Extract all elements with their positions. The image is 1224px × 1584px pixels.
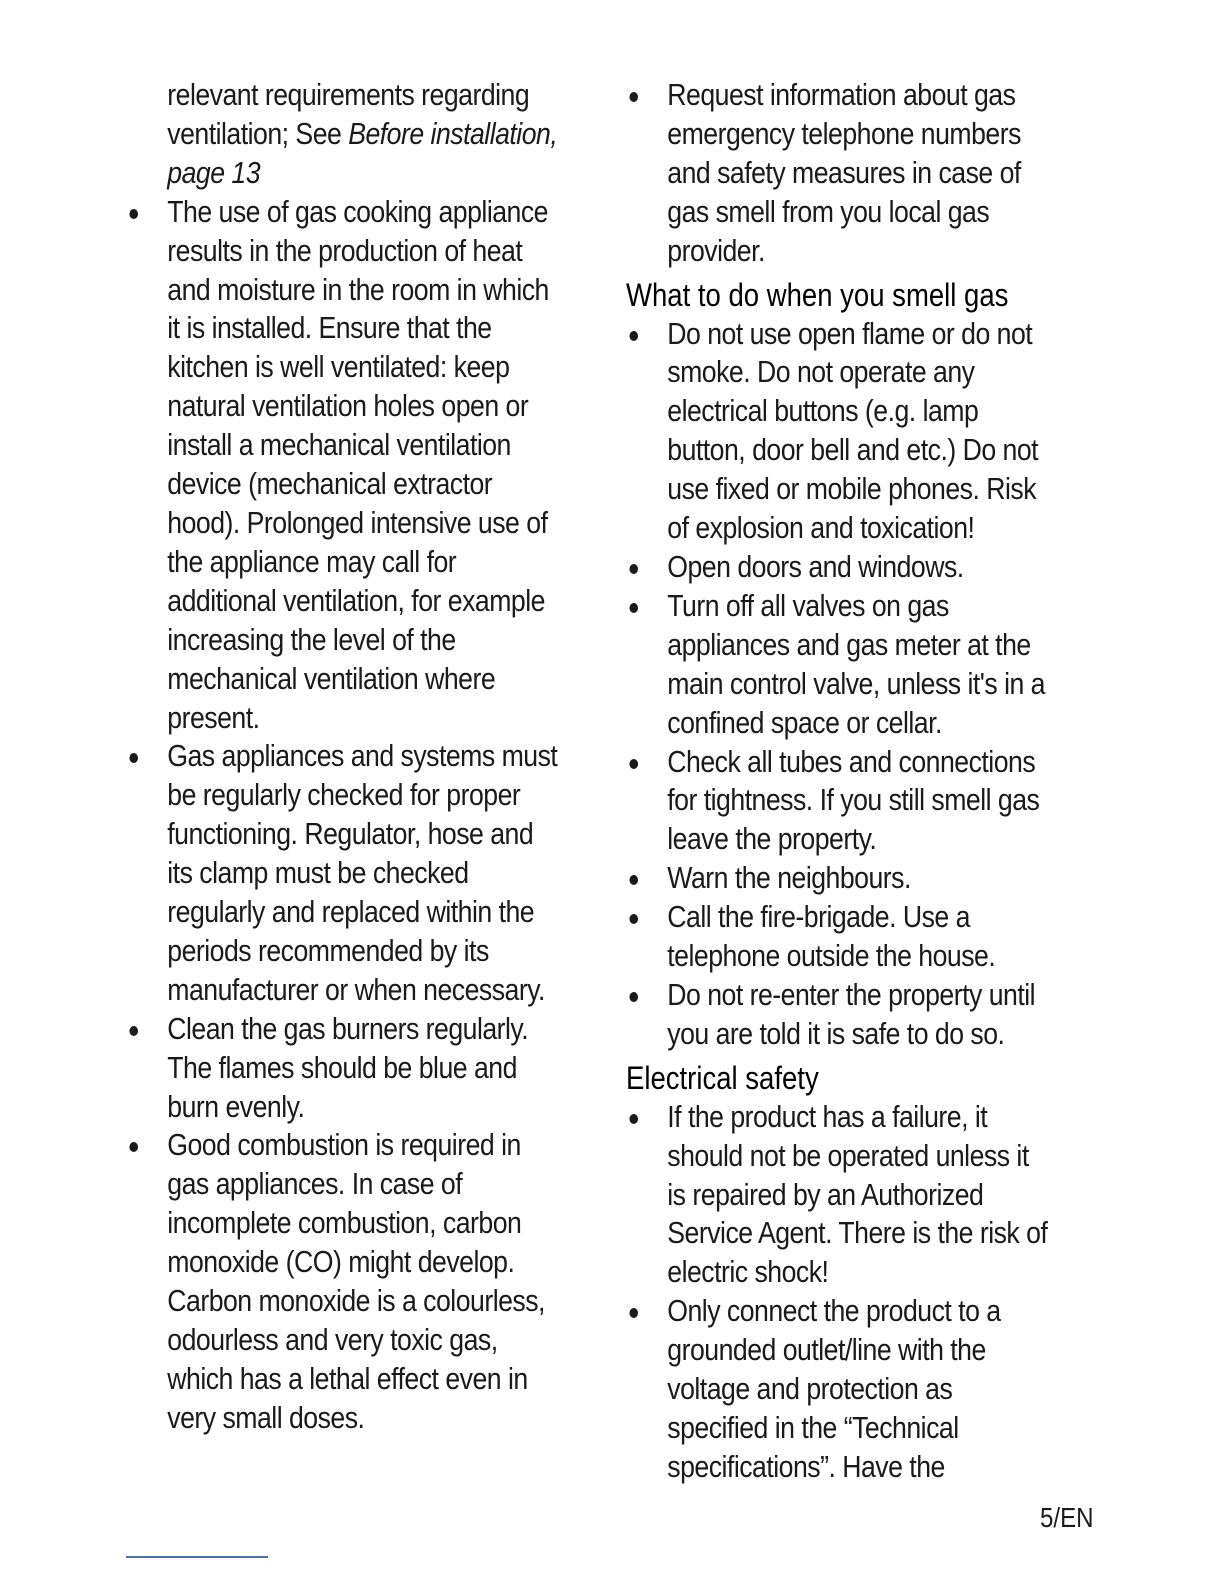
text-line: button, door bell and etc.) Do not: [667, 432, 1039, 468]
text-line: which has a lethal effect even in: [167, 1360, 528, 1396]
text-line: grounded outlet/line with the: [667, 1332, 986, 1368]
text-line: monoxide (CO) might develop.: [167, 1244, 515, 1280]
text-line: incomplete combustion, carbon: [167, 1205, 522, 1241]
text-line: Service Agent. There is the risk of: [667, 1215, 1048, 1251]
text-line: electric shock!: [667, 1254, 829, 1290]
text-line: functioning. Regulator, hose and: [167, 816, 534, 852]
left-bullet-list: [126, 193, 596, 1438]
text-line: of explosion and toxication!: [667, 510, 975, 546]
text-line: device (mechanical extractor: [167, 466, 493, 502]
footer-rule: [126, 1556, 268, 1558]
text-line: its clamp must be checked: [167, 855, 469, 891]
text-line: The flames should be blue and: [167, 1049, 517, 1085]
bullet-item: [626, 976, 1036, 1054]
text-line: Gas appliances and systems must: [167, 738, 558, 774]
text-line: Good combustion is required in: [167, 1127, 521, 1163]
text-line: electrical buttons (e.g. lamp: [667, 393, 979, 429]
text-line: and moisture in the room in which: [167, 271, 549, 307]
text-line: main control valve, unless it's in a: [667, 665, 1045, 701]
bullet-item: [626, 743, 1040, 860]
text-line: increasing the level of the: [167, 621, 456, 657]
text-line: If the product has a failure, it: [667, 1098, 988, 1134]
right-column: [626, 76, 1094, 1487]
bullet-item: [126, 193, 549, 738]
text-line: be regularly checked for proper: [167, 777, 521, 813]
bullet-item: [126, 1126, 545, 1437]
text-line: Turn off all valves on gas: [667, 587, 949, 623]
text-line: regularly and replaced within the: [167, 894, 535, 930]
text-line: gas appliances. In case of: [167, 1166, 463, 1202]
text-line: burn evenly.: [167, 1088, 305, 1124]
text-line: gas smell from you local gas: [667, 193, 990, 229]
text-line: is repaired by an Authorized: [667, 1176, 984, 1212]
bullet-item: [626, 898, 1028, 976]
text-line: specifications”. Have the: [667, 1448, 945, 1484]
text-line: and safety measures in case of: [667, 154, 1021, 190]
text-line: confined space or cellar.: [667, 704, 942, 740]
page-number: 5/EN: [1040, 1502, 1094, 1533]
text-line: results in the production of heat: [167, 232, 523, 268]
text-line: Do not re-enter the property until: [667, 976, 1036, 1012]
text-line: specified in the “Technical: [667, 1410, 959, 1445]
section-heading-gas-smell: What to do when you smell gas: [626, 276, 1009, 313]
bullet-item: [626, 548, 1028, 587]
bullet-item: [626, 1098, 1048, 1293]
text-line: periods recommended by its: [167, 932, 489, 968]
text-line: appliances and gas meter at the: [667, 626, 1031, 662]
text-line: very small doses.: [167, 1399, 365, 1435]
text-line: natural ventilation holes open or: [167, 388, 529, 424]
section-heading-electrical-safety: Electrical safety: [626, 1059, 819, 1096]
bullet-item: [126, 1010, 530, 1127]
page-reference: Before installation,: [348, 115, 558, 151]
text-line: Do not use open flame or do not: [667, 315, 1033, 351]
text-line: use fixed or mobile phones. Risk: [667, 471, 1037, 507]
text-line: voltage and protection as: [667, 1371, 953, 1407]
text-line: mechanical ventilation where: [167, 660, 496, 696]
text-line: Only connect the product to a: [667, 1293, 1001, 1329]
text-line: telephone outside the house.: [667, 938, 996, 974]
text-line: smoke. Do not operate any: [667, 354, 975, 390]
intro-paragraph: [126, 76, 558, 193]
text-line: manufacturer or when necessary.: [167, 971, 545, 1007]
text-line: should not be operated unless it: [667, 1137, 1029, 1173]
text-line: provider.: [667, 232, 765, 268]
text-line: hood). Prolonged intensive use of: [167, 504, 548, 540]
bullet-item: [126, 737, 558, 1009]
text-line: Carbon monoxide is a colourless,: [167, 1283, 545, 1319]
bullet-item: [626, 1292, 1028, 1487]
text-line: Clean the gas burners regularly.: [167, 1010, 529, 1046]
right-top-bullet-list: [626, 76, 1094, 271]
text-line: present.: [167, 699, 260, 735]
bullet-item: [626, 587, 1045, 743]
text-line: The use of gas cooking appliance: [167, 193, 548, 229]
text-line: for tightness. If you still smell gas: [667, 782, 1040, 818]
text-line: Check all tubes and connections: [667, 743, 1036, 779]
bullet-item: [626, 76, 1028, 271]
text-line: Request information about gas: [667, 77, 1016, 112]
text-line: Open doors and windows.: [667, 548, 964, 584]
electrical-bullet-list: [626, 1098, 1094, 1487]
text-line: the appliance may call for: [167, 543, 457, 579]
gas-bullet-list: [626, 315, 1094, 1054]
page-reference: page 13: [167, 154, 261, 190]
text-line: it is installed. Ensure that the: [167, 310, 492, 346]
left-column: [126, 76, 596, 1438]
text-line: relevant requirements regarding: [167, 77, 530, 112]
text-line: leave the property.: [667, 821, 877, 857]
text-line: emergency telephone numbers: [667, 115, 1021, 151]
text-line: Warn the neighbours.: [667, 860, 911, 896]
text-line: you are told it is safe to do so.: [667, 1015, 1005, 1051]
text-line: [167, 154, 530, 193]
bullet-item: [626, 859, 1028, 898]
text-line: additional ventilation, for example: [167, 582, 545, 618]
text-line: install a mechanical ventilation: [167, 427, 511, 463]
text-line: Call the fire-brigade. Use a: [667, 899, 970, 935]
text-line: kitchen is well ventilated: keep: [167, 349, 510, 385]
text-line: [167, 115, 558, 154]
text-fragment: ventilation; See: [167, 115, 349, 151]
text-line: odourless and very toxic gas,: [167, 1322, 498, 1357]
bullet-item: [626, 315, 1039, 548]
